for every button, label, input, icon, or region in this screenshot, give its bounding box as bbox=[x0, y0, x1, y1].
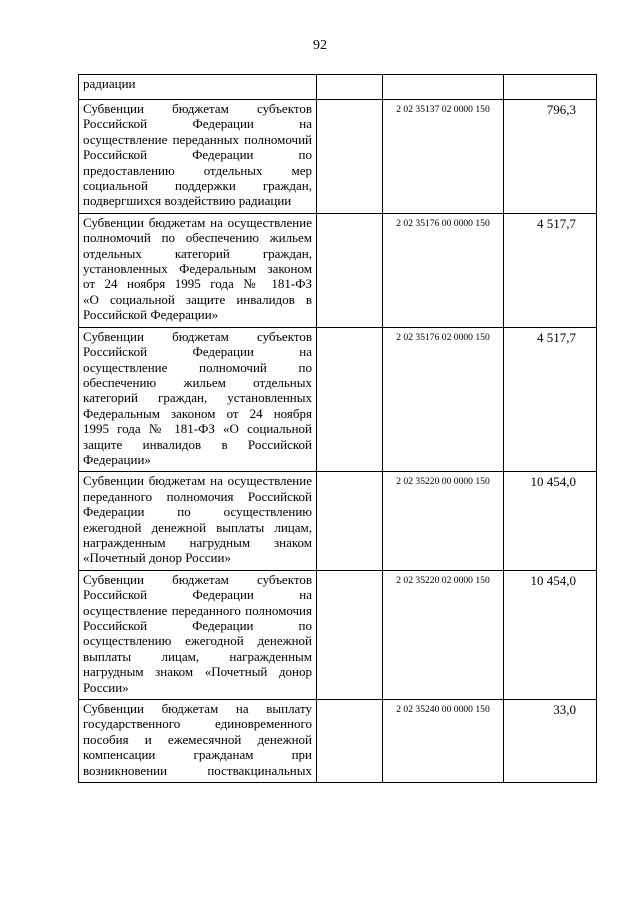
description-line: категорий граждан, установленных bbox=[83, 390, 312, 406]
description-line: «О социальной защите инвалидов в bbox=[83, 291, 312, 307]
description-cell bbox=[79, 100, 317, 214]
empty-cell bbox=[317, 327, 383, 472]
table-row bbox=[79, 700, 597, 783]
code-cell bbox=[383, 472, 504, 570]
amount-cell bbox=[504, 472, 597, 570]
description-line: полномочий по обеспечению жильем bbox=[83, 230, 312, 246]
empty-cell bbox=[317, 700, 383, 783]
description-line: ежегодной денежной выплаты лицам, bbox=[83, 519, 312, 535]
description-line: Федерации» bbox=[83, 451, 151, 467]
description-line: обеспечению жильем отдельных bbox=[83, 374, 312, 390]
amount-cell bbox=[504, 570, 597, 699]
description-line: 1995 года № 181-ФЗ «О социальной bbox=[83, 421, 312, 437]
amount-value: 10 454,0 bbox=[530, 572, 576, 588]
empty-cell bbox=[317, 75, 383, 100]
code-cell bbox=[383, 700, 504, 783]
description-line: пособия и ежемесячной денежной bbox=[83, 731, 312, 747]
description-line: возникновении поствакцинальных bbox=[83, 762, 312, 778]
description-line: радиации bbox=[83, 76, 136, 91]
description-line: от 24 ноября 1995 года № 181-ФЗ bbox=[83, 276, 312, 292]
amount-value: 33,0 bbox=[553, 702, 576, 718]
table-row bbox=[79, 75, 597, 100]
description-line: Субвенции бюджетам субъектов bbox=[83, 571, 312, 587]
amount-cell bbox=[504, 327, 597, 472]
amount-value bbox=[504, 75, 596, 77]
description-line: Федерации по осуществлению bbox=[83, 504, 312, 520]
budget-table bbox=[78, 74, 597, 783]
code-cell bbox=[383, 75, 504, 100]
description-line: Российской Федерации по bbox=[83, 618, 312, 633]
description-cell bbox=[79, 570, 317, 699]
description-cell bbox=[79, 700, 317, 783]
budget-code: 2 02 35240 00 0000 150 bbox=[396, 704, 490, 716]
description-line: нагрудным знаком «Почетный донор bbox=[83, 664, 312, 680]
amount-value: 796,3 bbox=[546, 102, 576, 117]
description-line: награжденным нагрудным знаком bbox=[83, 534, 312, 550]
table-row bbox=[79, 213, 597, 327]
table-row bbox=[79, 570, 597, 699]
code-cell bbox=[383, 327, 504, 472]
code-cell bbox=[383, 570, 504, 699]
description-line: Субвенции бюджетам на выплату bbox=[83, 701, 312, 717]
amount-value: 4 517,7 bbox=[537, 215, 576, 231]
description-line: России» bbox=[83, 679, 129, 695]
description-cell bbox=[79, 213, 317, 327]
empty-cell bbox=[317, 213, 383, 327]
code-cell bbox=[383, 100, 504, 214]
empty-cell bbox=[317, 472, 383, 570]
description-line: Российской Федерации на bbox=[83, 116, 312, 132]
page-number: 92 bbox=[313, 38, 327, 53]
description-line: государственного единовременного bbox=[83, 716, 312, 732]
description-line: «Почетный донор России» bbox=[83, 550, 231, 566]
description-line: осуществление полномочий по bbox=[83, 359, 312, 375]
description-line: осуществление переданных полномочий bbox=[83, 131, 312, 147]
table-row bbox=[79, 327, 597, 472]
description-cell bbox=[79, 472, 317, 570]
description-line: Российской Федерации» bbox=[83, 307, 219, 323]
description-line: социальной поддержки граждан, bbox=[83, 178, 312, 194]
description-line: Российской Федерации на bbox=[83, 344, 312, 360]
description-line: подвергшихся воздействию радиации bbox=[83, 193, 292, 209]
description-cell bbox=[79, 75, 317, 100]
description-line: компенсации гражданам при bbox=[83, 747, 312, 763]
description-line: установленных Федеральным законом bbox=[83, 261, 312, 277]
description-cell bbox=[79, 327, 317, 472]
description-line: Субвенции бюджетам субъектов bbox=[83, 101, 312, 116]
description-line: отдельных категорий граждан, bbox=[83, 245, 312, 261]
amount-value: 4 517,7 bbox=[537, 329, 576, 345]
description-line: предоставлению отдельных мер bbox=[83, 162, 312, 178]
budget-code: 2 02 35220 00 0000 150 bbox=[396, 476, 490, 488]
empty-cell bbox=[317, 100, 383, 214]
description-line: Субвенции бюджетам на осуществление bbox=[83, 214, 312, 230]
amount-cell bbox=[504, 213, 597, 327]
amount-cell bbox=[504, 100, 597, 214]
description-line: Субвенции бюджетам на осуществление bbox=[83, 473, 312, 489]
code-cell bbox=[383, 213, 504, 327]
description-line: защите инвалидов в Российской bbox=[83, 436, 312, 452]
description-line: Субвенции бюджетам субъектов bbox=[83, 328, 312, 344]
table-row bbox=[79, 100, 597, 214]
description-line: Федеральным законом от 24 ноября bbox=[83, 405, 312, 421]
amount-cell bbox=[504, 700, 597, 783]
budget-code: 2 02 35137 02 0000 150 bbox=[396, 104, 490, 115]
description-line: осуществлению ежегодной денежной bbox=[83, 633, 312, 649]
table-row bbox=[79, 472, 597, 570]
empty-cell bbox=[317, 570, 383, 699]
description-line: осуществление переданного полномочия bbox=[83, 602, 312, 618]
description-line: Российской Федерации на bbox=[83, 587, 312, 603]
budget-code: 2 02 35220 02 0000 150 bbox=[396, 574, 490, 586]
description-line: выплаты лицам, награжденным bbox=[83, 648, 312, 664]
description-line: переданного полномочия Российской bbox=[83, 488, 312, 504]
amount-value: 10 454,0 bbox=[530, 474, 576, 490]
amount-cell bbox=[504, 75, 597, 100]
budget-code: 2 02 35176 02 0000 150 bbox=[396, 331, 490, 343]
description-line: Российской Федерации по bbox=[83, 147, 312, 163]
budget-code bbox=[383, 75, 503, 79]
budget-code: 2 02 35176 00 0000 150 bbox=[396, 217, 490, 229]
